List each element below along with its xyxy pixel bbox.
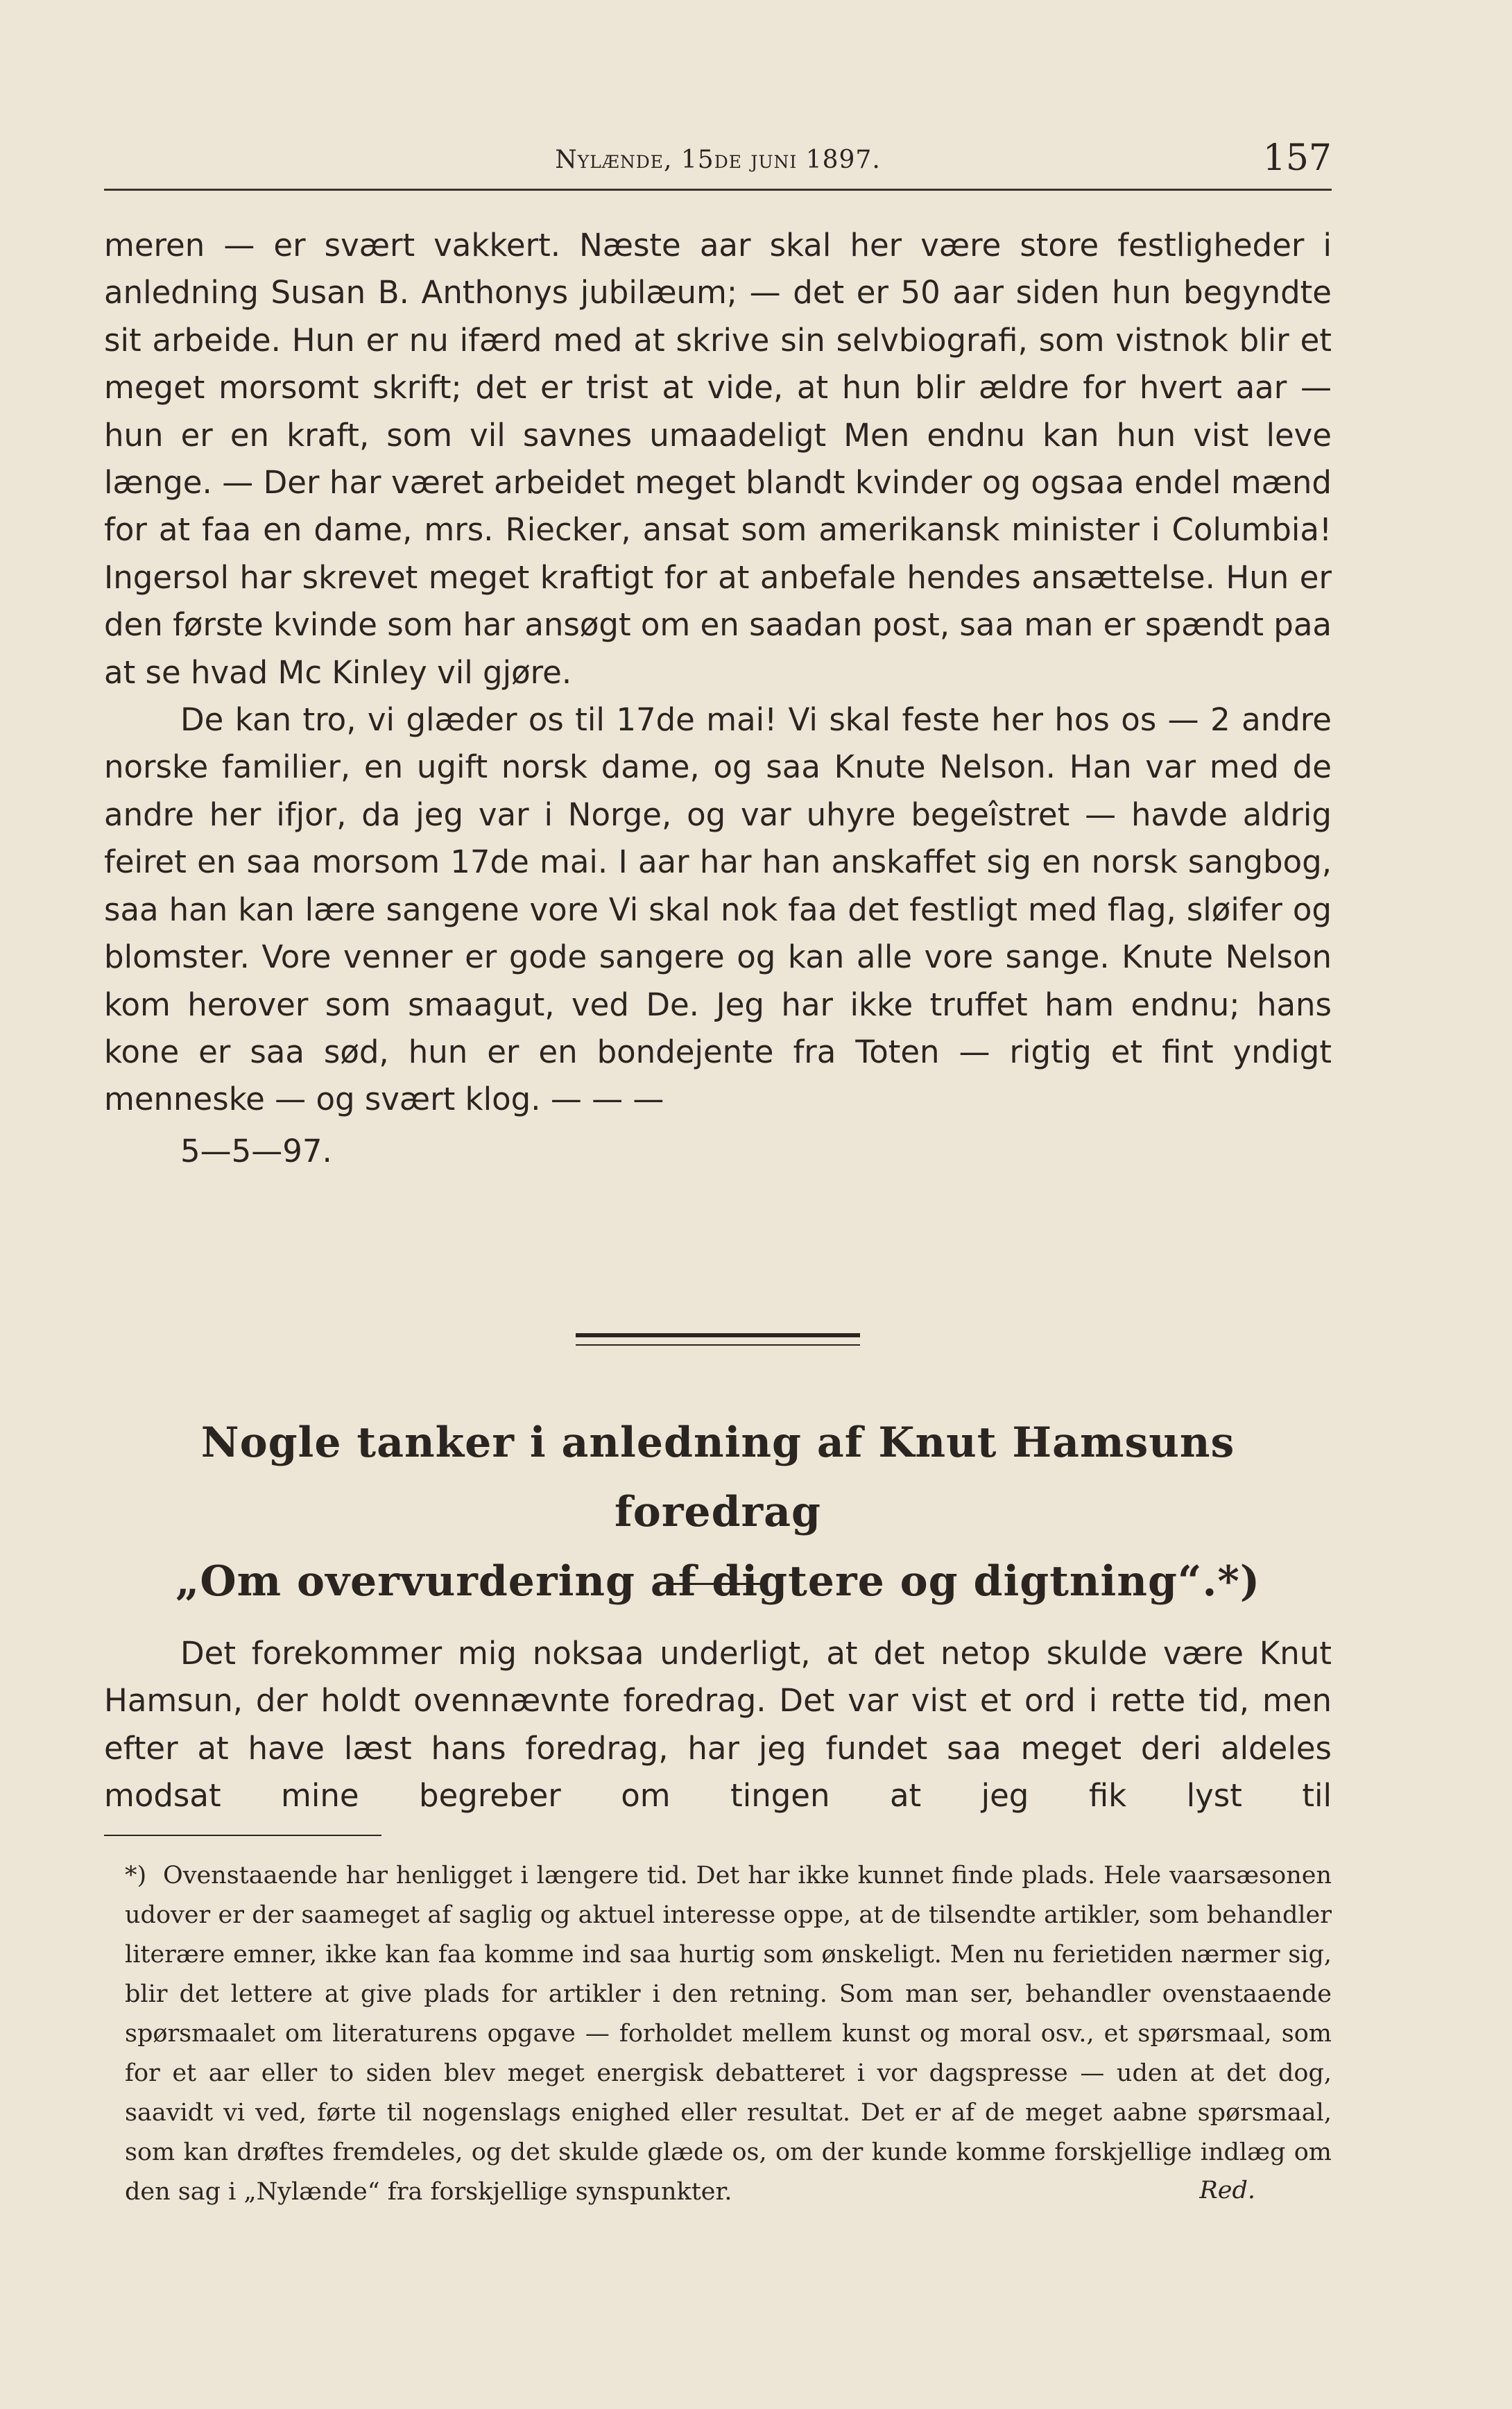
article-paragraph: Det forekommer mig noksaa underligt, at det netop skulde være Knut Hamsun, der holdt ovennævnte foredrag. Det var vist et ord i rette tid, men efter at have læst hans foredrag, har jeg fundet saa meget deri aldeles modsat mine begreber om tingen at jeg fik lyst til (104, 1635, 1332, 1815)
section-divider (576, 1333, 860, 1346)
footnote-marker: *) (125, 1862, 147, 1889)
letter-date: 5—5—97. (180, 1132, 332, 1169)
letter-text (104, 222, 1332, 1175)
article-title-line-1: Nogle tanker i anledning af Knut Hamsuns foredrag (200, 1418, 1235, 1536)
title-rule (673, 1583, 763, 1585)
running-title: Nylænde, 15de juni 1897. (555, 146, 881, 174)
footnote-rule (104, 1835, 381, 1836)
footnote-text: Ovenstaaende har henligget i længere tid. Det har ikke kunnet finde plads. Hele vaarsæsonen udover er der saameget af saglig og aktuel interesse oppe, at de tilsendte artikler, som behandler literære emner, ikke kan faa komme ind saa hurtig som ønskeligt. Men nu ferietiden nærmer sig, blir det lettere at give plads for artikler i den retning. Som man ser, behandler ovenstaaende spørsmaalet om literaturens opgave — forholdet mellem kunst og moral osv., et spørsmaal, som for et aar eller to siden blev meget energisk debatteret i vor dagspresse — uden at det dog, saavidt vi ved, førte til nogenslags enighed eller resultat. Det er af de meget aabne spørsmaal, som kan drøftes fremdeles, og det skulde glæde os, om der kunde komme forskjellige indlæg om den sag i „Nylænde“ fra forskjellige synspunkter. (125, 1862, 1332, 2206)
footnote (125, 1856, 1332, 2212)
article-title-line-2: „Om overvurdering af digtere og digtning“.*) (175, 1557, 1261, 1606)
letter-paragraph-2: De kan tro, vi glæder os til 17de mai! Vi skal feste her hos os — 2 andre norske familier, en ugift norsk dame, og saa Knute Nelson. Han var med de andre her ifjor, da jeg var i Norge, og var uhyre begeîstret — havde aldrig feiret en saa morsom 17de mai. I aar har han anskaffet sig en norsk sangbog, saa han kan lære sangene vore Vi skal nok faa det festligt med flag, sløifer og blomster. Vore venner er gode sangere og kan alle vore sange. Knute Nelson kom herover som smaagut, ved De. Jeg har ikke truffet ham endnu; hans kone er saa sød, hun er en bondejente fra Toten — rigtig et fint yndigt menneske — og svært klog. — — — (104, 701, 1332, 1118)
footnote-signature: Red. (1199, 2177, 1255, 2204)
letter-paragraph-1: meren — er svært vakkert. Næste aar skal her være store festligheder i anledning Susan B. Anthonys jubilæum; — det er 50 aar siden hun begyndte sit arbeide. Hun er nu ifærd med at skrive sin selvbiografi, som vistnok blir et meget morsomt skrift; det er trist at vide, at hun blir ældre for hvert aar — hun er en kraft, som vil savnes umaadeligt Men endnu kan hun vist leve længe. — Der har været arbeidet meget blandt kvinder og ogsaa endel mænd for at faa en dame, mrs. Riecker, ansat som amerikansk minister i Columbia! Ingersol har skrevet meget kraftigt for at anbefale hendes ansættelse. Hun er den første kvinde som har ansøgt om en saadan post, saa man er spændt paa at se hvad Mc Kinley vil gjøre. (104, 227, 1332, 691)
running-head (104, 137, 1332, 191)
page (104, 0, 1332, 2409)
article-title (104, 1408, 1332, 1616)
page-number: 157 (1262, 137, 1332, 179)
article-body (104, 1630, 1332, 1820)
